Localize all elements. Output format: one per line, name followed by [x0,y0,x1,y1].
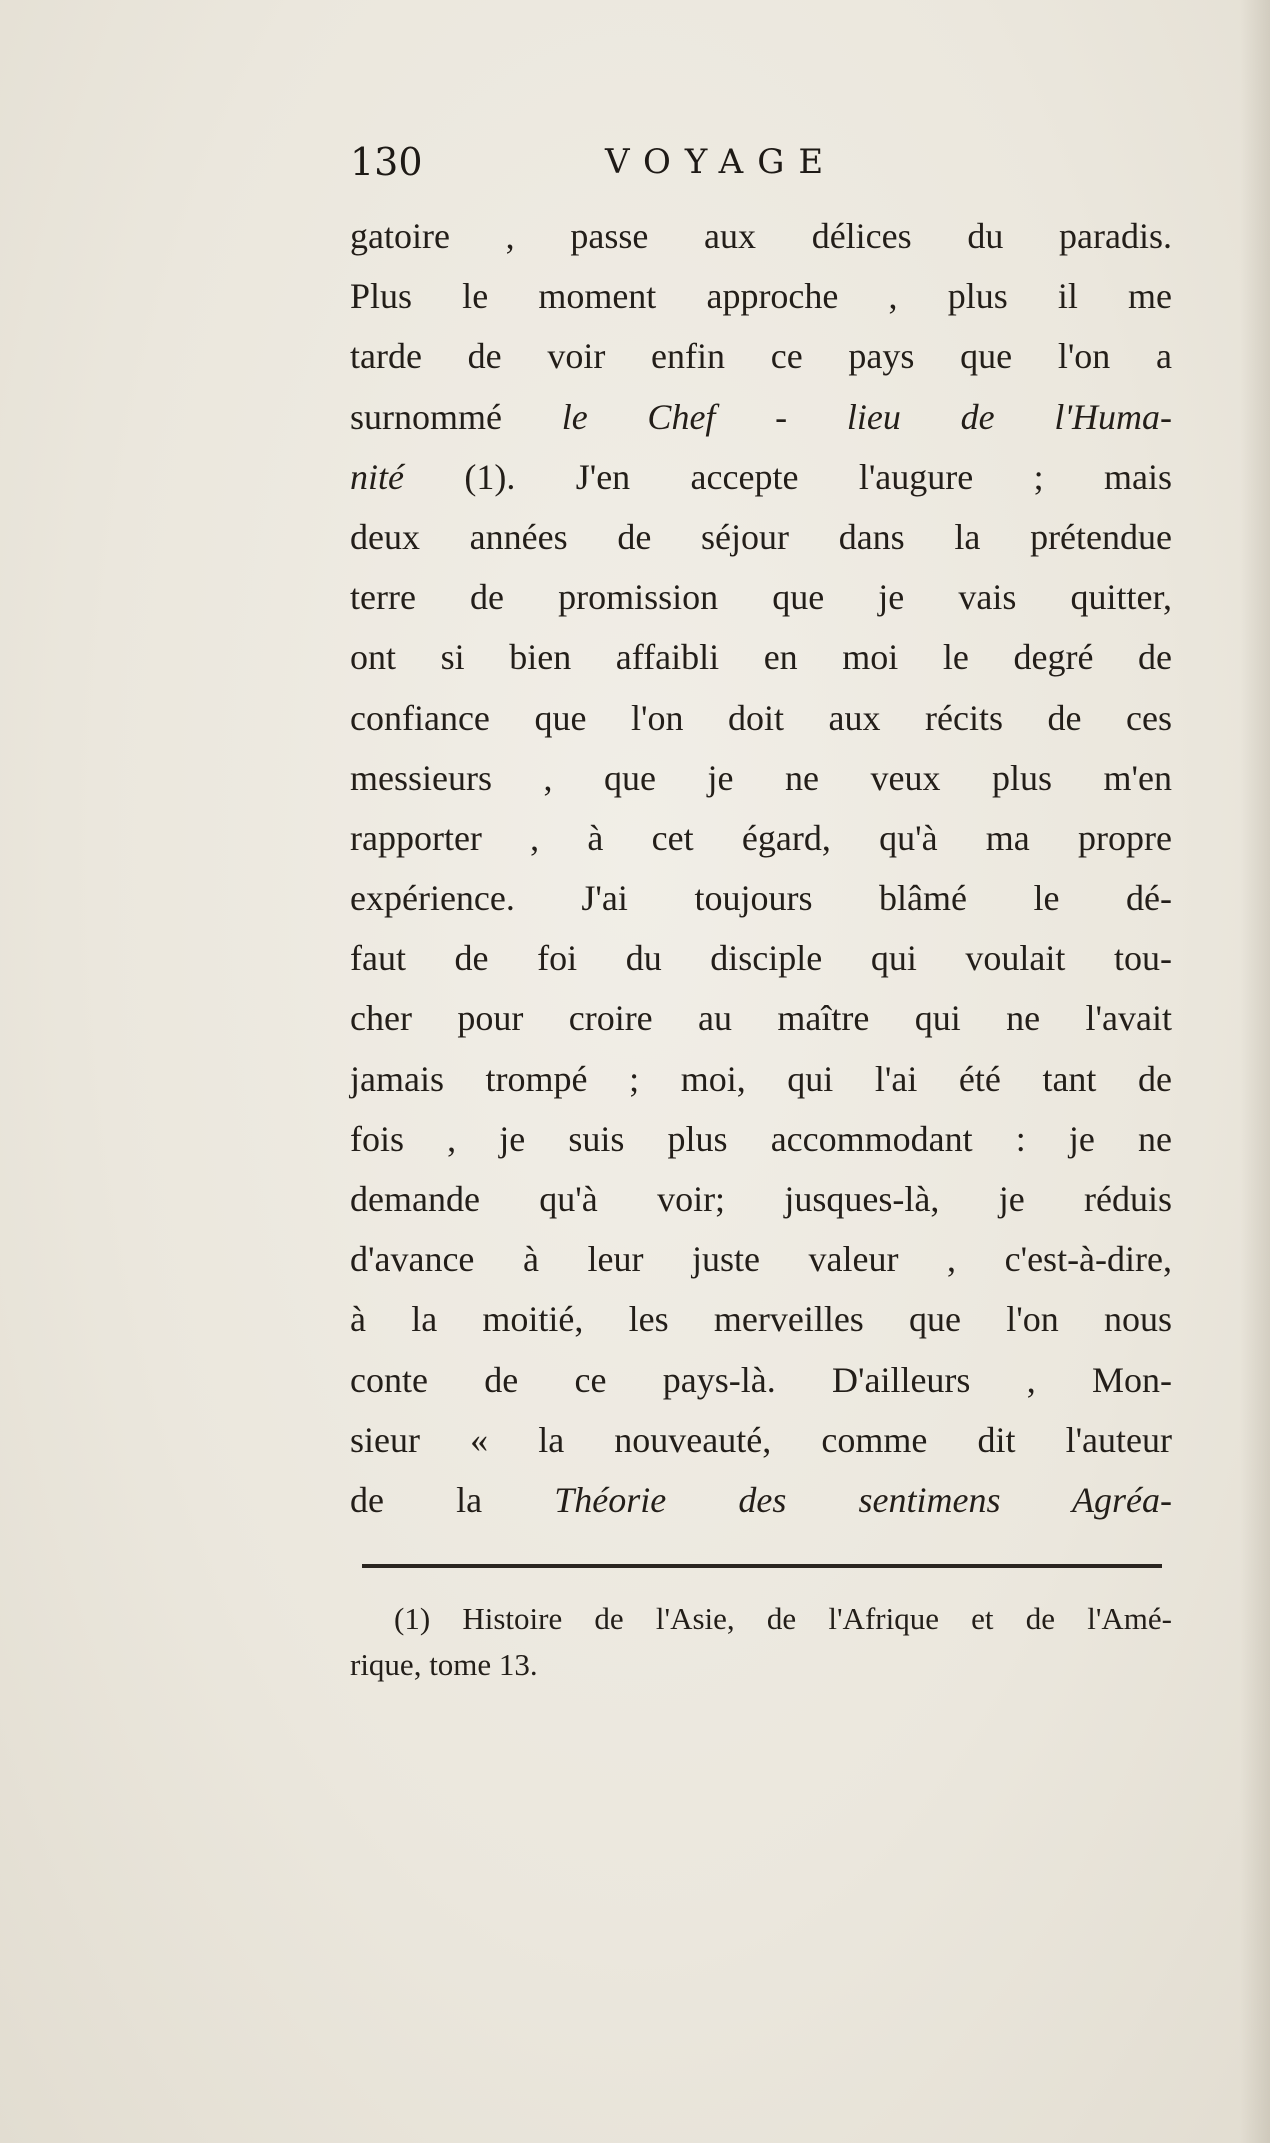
text-line-22 [350,1470,1172,1530]
text-line-20: conte de ce pays-là. D'ailleurs , Mon- [350,1359,1172,1400]
text-line-22-roman: de la [350,1479,555,1520]
text-line-13: faut de foi du disciple qui voulait tou- [350,938,1172,979]
text-line-5-italic: nité [350,456,404,497]
text-line-5 [350,447,1172,507]
text-line-18: d'avance à leur juste valeur , c'est-à-dire, [350,1239,1172,1280]
body-text [350,206,1172,1530]
text-line-8: ont si bien affaibli en moi le degré de [350,637,1172,678]
text-line-1: gatoire , passe aux délices du paradis. [350,216,1172,256]
text-line-15: jamais trompé ; moi, qui l'ai été tant de [350,1058,1172,1099]
text-line-14: cher pour croire au maître qui ne l'avait [350,998,1172,1039]
text-line-10: messieurs , que je ne veux plus m'en [350,757,1172,798]
text-line-22-italic: Théorie des sentimens Agréa- [554,1479,1172,1520]
text-line-9: confiance que l'on doit aux récits de ces [350,697,1172,738]
text-line-5-roman: (1). J'en accepte l'augure ; mais [403,456,1172,497]
running-title: VOYAGE [605,142,838,182]
text-line-12: expérience. J'ai toujours blâmé le dé- [350,878,1172,919]
text-line-4-italic: le Chef - lieu de l'Huma- [561,396,1172,437]
footnote [350,1596,1172,1688]
footnote-rule [362,1564,1162,1568]
text-line-4 [350,387,1172,447]
footnote-line-1: (1) Histoire de l'Asie, de l'Afrique et de l'Amé- [394,1601,1172,1636]
text-line-2: Plus le moment approche , plus il me [350,276,1172,317]
text-line-3: tarde de voir enfin ce pays que l'on a [350,336,1172,377]
footnote-line-2: rique, tome 13. [350,1647,538,1682]
text-line-7: terre de promission que je vais quitter, [350,577,1172,618]
text-line-16: fois , je suis plus accommodant : je ne [350,1118,1172,1159]
page-number: 130 [350,140,423,184]
text-line-6: deux années de séjour dans la prétendue [350,516,1172,557]
text-line-17: demande qu'à voir; jusques-là, je réduis [350,1179,1172,1219]
text-line-11: rapporter , à cet égard, qu'à ma propre [350,817,1172,858]
text-line-21: sieur « la nouveauté, comme dit l'auteur [350,1419,1172,1460]
running-head [350,132,880,192]
text-line-19: à la moitié, les merveilles que l'on nous [350,1299,1172,1340]
text-line-4-roman: surnommé [350,396,562,437]
page-edge-shadow [1240,0,1270,2143]
